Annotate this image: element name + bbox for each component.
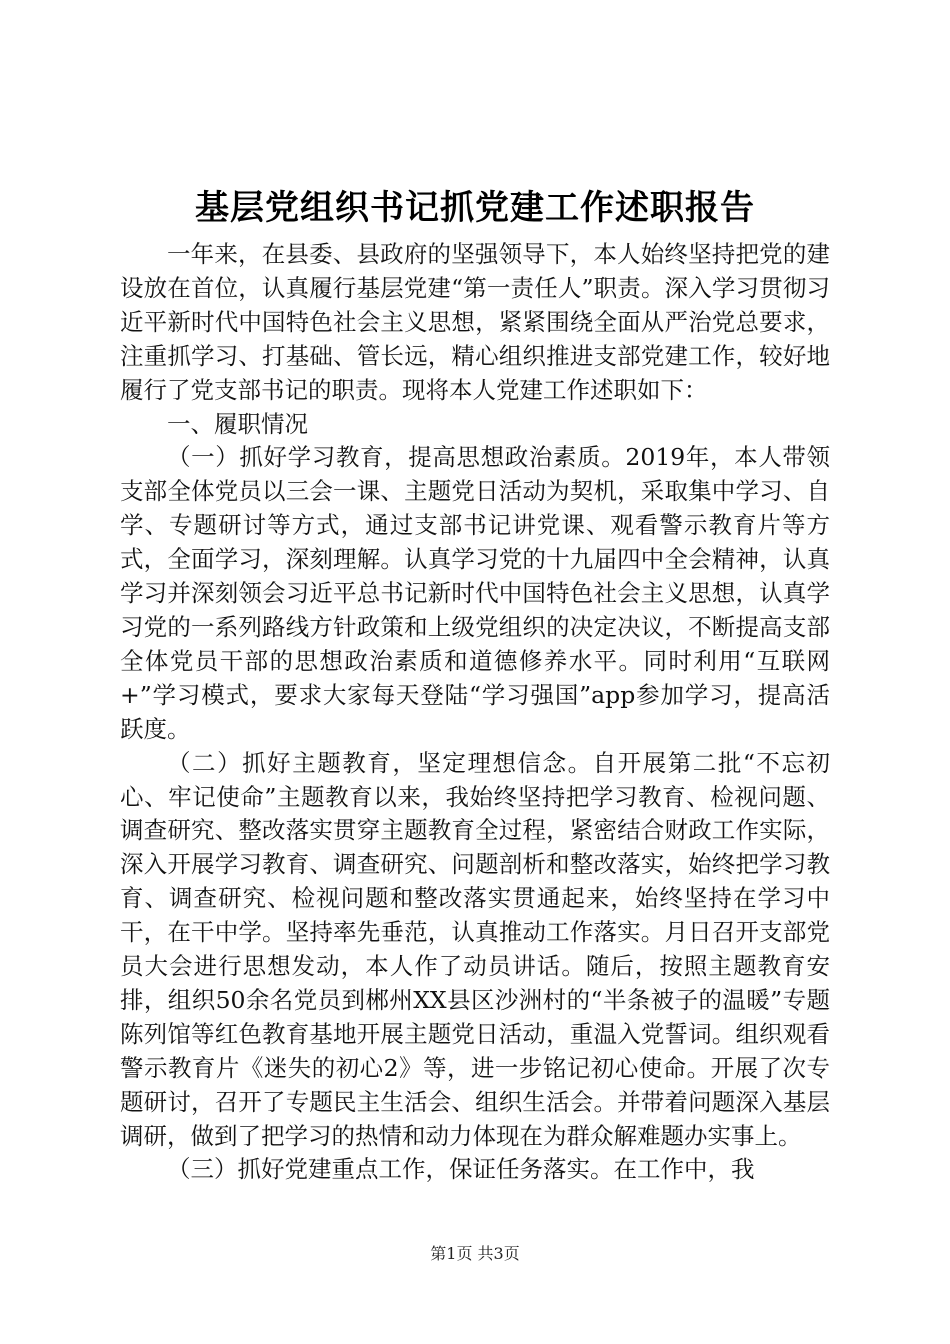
page-footer: 第1页 共3页	[430, 1244, 520, 1263]
document-body	[120, 238, 830, 1187]
paragraph-study-education: （一）抓好学习教育，提高思想政治素质。2019年，本人带领支部全体党员以三会一课、主题党日活动为契机，采取集中学习、自学、专题研讨等方式，通过支部书记讲党课、观看警示教育片等方式，全面学习，深刻理解。认真学习党的十九届四中全会精神，认真学习并深刻领会习近平总书记新时代中国特色社会主义思想，认真学习党的一系列路线方针政策和上级党组织的决定决议，不断提高支部全体党员干部的思想政治素质和道德修养水平。同时利用“互联网+”学习模式，要求大家每天登陆“学习强国”app参加学习，提高活跃度。	[120, 443, 830, 743]
section-heading-duties: 一、履职情况	[167, 409, 308, 438]
paragraph-intro: 一年来，在县委、县政府的坚强领导下，本人始终坚持把党的建设放在首位，认真履行基层党建“第一责任人”职责。深入学习贯彻习近平新时代中国特色社会主义思想，紧紧围绕全面从严治党总要求，注重抓学习、打基础、管长远，精心组织推进支部党建工作，较好地履行了党支部书记的职责。现将本人党建工作述职如下：	[120, 240, 830, 404]
document-title: 基层党组织书记抓党建工作述职报告	[195, 188, 755, 228]
paragraph-theme-education: （二）抓好主题教育，坚定理想信念。自开展第二批“不忘初心、牢记使命”主题教育以来，我始终坚持把学习教育、检视问题、调查研究、整改落实贯穿主题教育全过程，紧密结合财政工作实际，深入开展学习教育、调查研究、问题剖析和整改落实，始终把学习教育、调查研究、检视问题和整改落实贯通起来，始终坚持在学习中干，在干中学。坚持率先垂范，认真推动工作落实。月日召开支部党员大会进行思想发动，本人作了动员讲话。随后，按照主题教育安排，组织50余名党员到郴州XX县区沙洲村的“半条被子的温暖”专题陈列馆等红色教育基地开展主题党日活动，重温入党誓词。组织观看警示教育片《迷失的初心2》等，进一步铭记初心使命。开展了次专题研讨，召开了专题民主生活会、组织生活会。并带着问题深入基层调研，做到了把学习的热情和动力体现在为群众解难题办实事上。	[120, 748, 830, 1150]
paragraph-key-work: （三）抓好党建重点工作，保证任务落实。在工作中，我	[167, 1155, 755, 1184]
